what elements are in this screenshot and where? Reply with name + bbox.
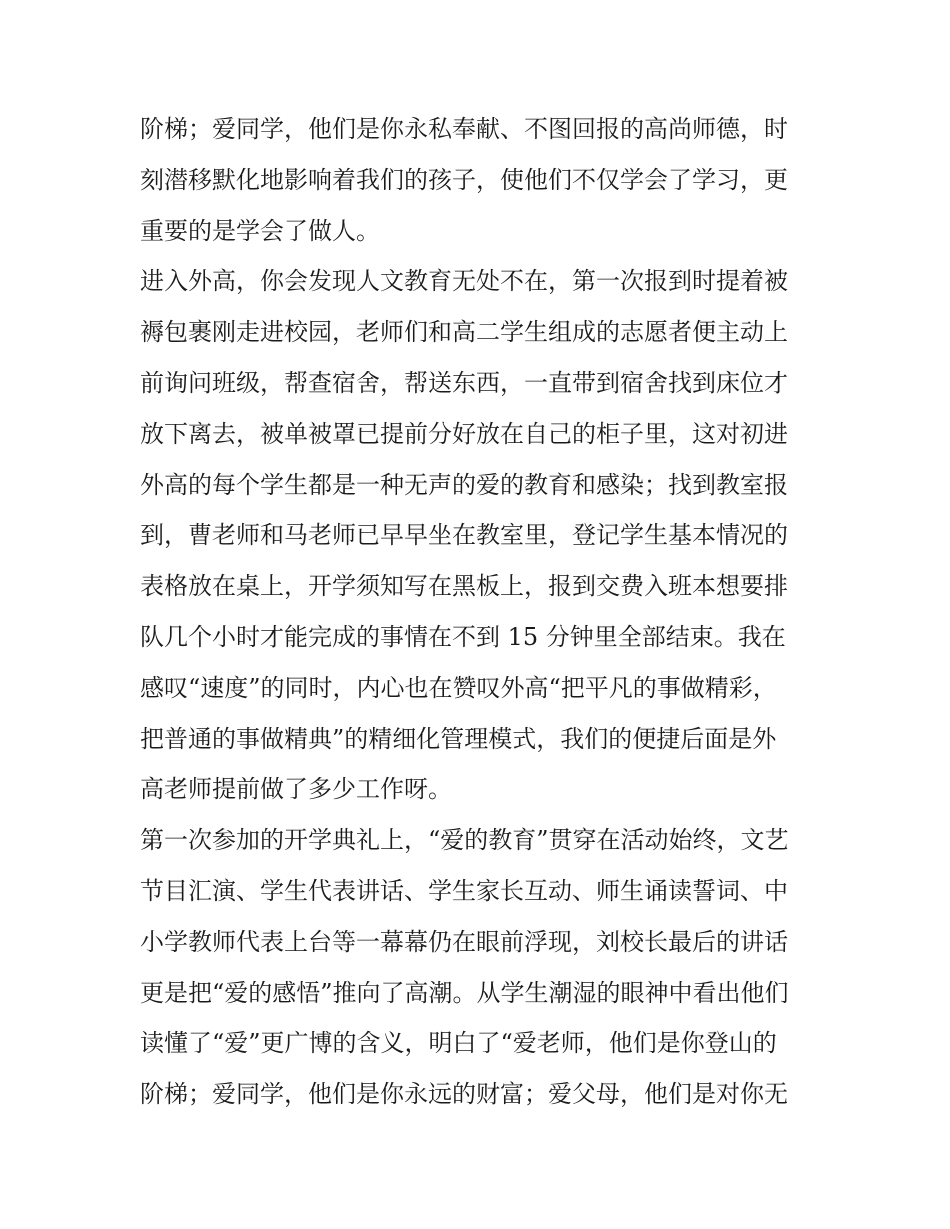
text-line: 阶梯；爱同学，他们是你永远的财富；爱父母，他们是对你无	[140, 1080, 788, 1109]
text-line: 刻潜移默化地影响着我们的孩子，使他们不仅学会了学习，更	[140, 165, 788, 194]
body-text	[140, 104, 840, 1120]
text-line: 褥包裹刚走进校园，老师们和高二学生组成的志愿者便主动上	[140, 318, 788, 347]
text-line: 第一次参加的开学典礼上，“爱的教育”贯穿在活动始终，文艺	[140, 826, 789, 855]
text-line: 读懂了“爱”更广博的含义，明白了“爱老师，他们是你登山的	[140, 1029, 777, 1058]
text-line: 把普通的事做精典”的精细化管理模式，我们的便捷后面是外	[140, 724, 777, 753]
text-line: 阶梯；爱同学，他们是你永私奉献、不图回报的高尚师德，时	[140, 115, 788, 143]
text-line: 更是把“爱的感悟”推向了高潮。从学生潮湿的眼神中看出他们	[140, 978, 789, 1007]
text-line: 感叹“速度”的同时，内心也在赞叹外高“把平凡的事做精彩，	[140, 673, 777, 702]
text-line: 节目汇演、学生代表讲话、学生家长互动、师生诵读誓词、中	[140, 876, 788, 905]
text-line: 放下离去，被单被罩已提前分好放在自己的柜子里，这对初进	[140, 419, 788, 448]
text-line: 队几个小时才能完成的事情在不到 15 分钟里全部结束。我在	[140, 622, 786, 651]
text-line: 重要的是学会了做人。	[140, 216, 380, 245]
text-line: 进入外高，你会发现人文教育无处不在，第一次报到时提着被	[140, 267, 788, 296]
text-line: 到，曹老师和马老师已早早坐在教室里，登记学生基本情况的	[140, 521, 788, 550]
text-line: 小学教师代表上台等一幕幕仍在眼前浮现，刘校长最后的讲话	[140, 927, 788, 956]
text-line: 表格放在桌上，开学须知写在黑板上，报到交费入班本想要排	[140, 572, 788, 601]
text-line: 前询问班级，帮查宿舍，帮送东西，一直带到宿舍找到床位才	[140, 368, 788, 397]
text-line: 高老师提前做了多少工作呀。	[140, 775, 452, 804]
text-line: 外高的每个学生都是一种无声的爱的教育和感染；找到教室报	[140, 470, 788, 499]
